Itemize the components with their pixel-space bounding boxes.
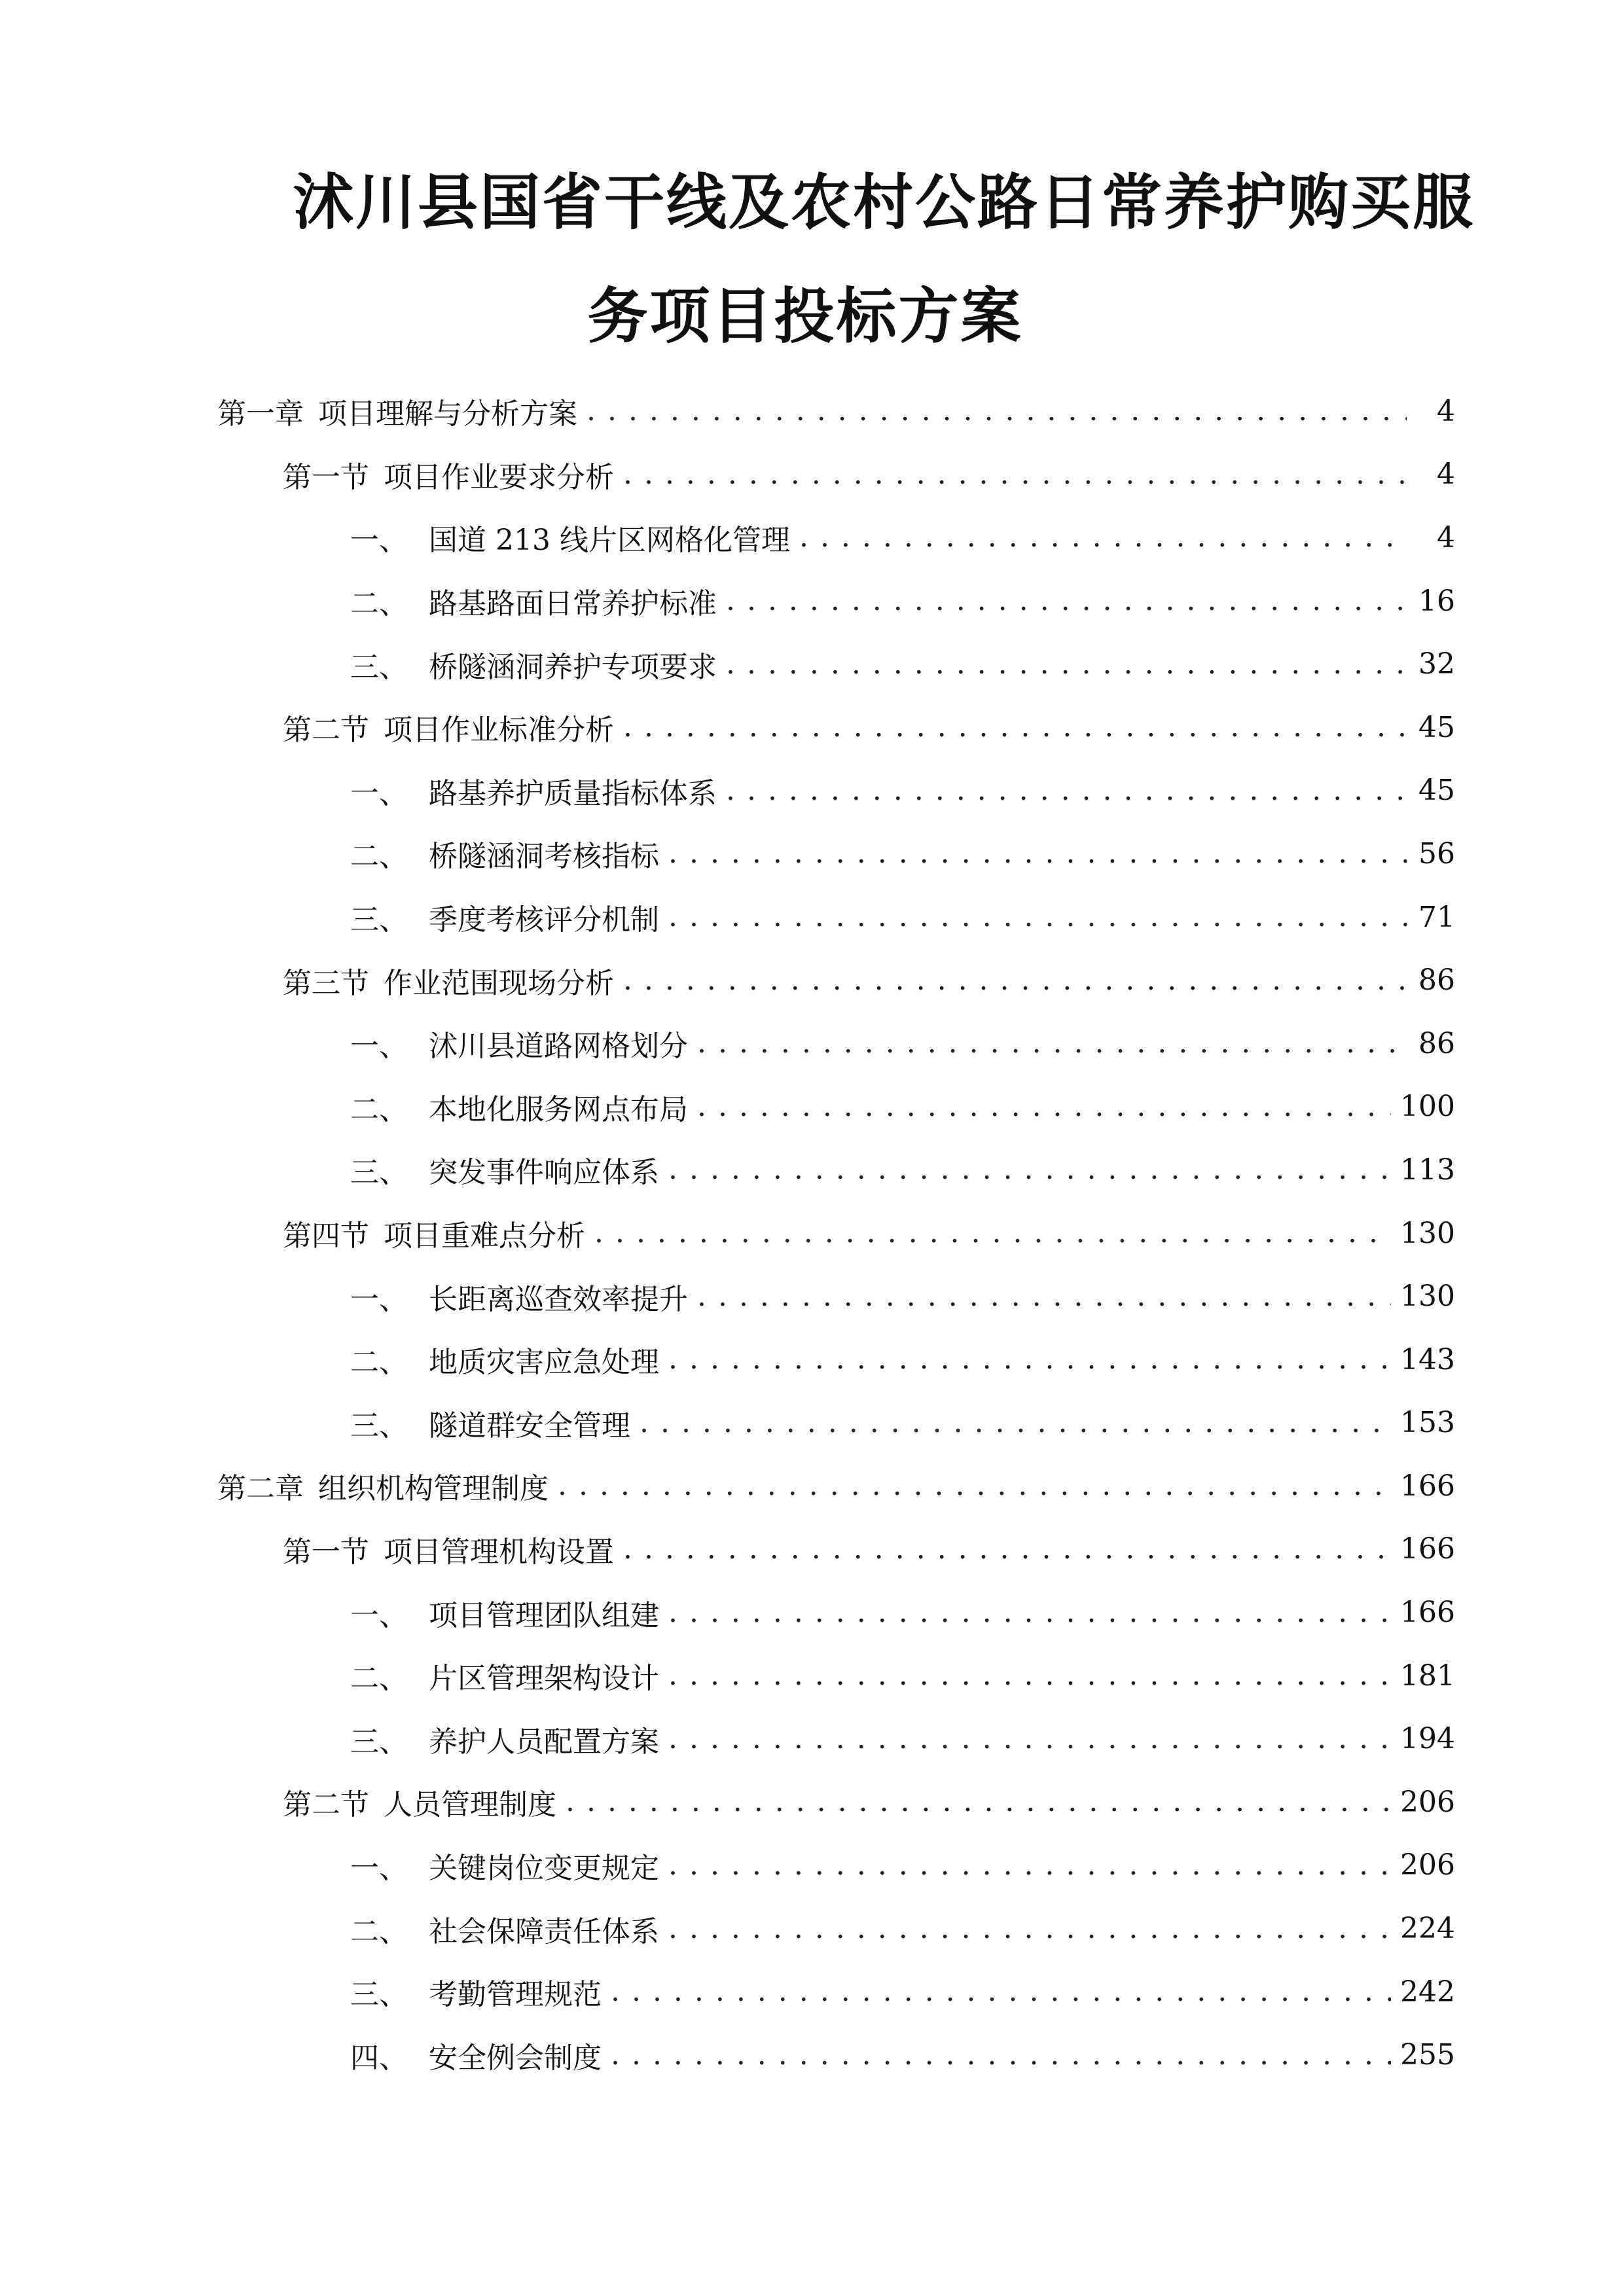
toc-entry-title: 路基路面日常养护标准 (429, 587, 717, 621)
toc-entry[interactable] (217, 1138, 1455, 1202)
toc-entry-label (217, 390, 577, 432)
toc-page-number: 166 (1400, 1469, 1455, 1503)
toc-dot-leader (668, 1914, 1391, 1943)
toc-dot-leader (726, 650, 1407, 679)
toc-page-number: 206 (1400, 1785, 1455, 1819)
toc-entry-label (350, 1276, 688, 1318)
toc-entry-label (283, 454, 614, 495)
toc-entry-label (350, 1592, 659, 1634)
toc-dot-leader (697, 1282, 1391, 1311)
toc-dot-leader (611, 1977, 1391, 2006)
toc-entry-number: 一、 (350, 1030, 408, 1064)
toc-entry-number: 三、 (350, 903, 408, 937)
toc-entry-title: 长距离巡查效率提升 (429, 1282, 688, 1316)
toc-entry-number: 第三节 (283, 966, 369, 1000)
toc-entry-label (350, 1402, 630, 1444)
toc-page-number: 181 (1400, 1659, 1455, 1693)
toc-entry[interactable] (217, 1581, 1455, 1644)
toc-entry-number: 第一节 (283, 1535, 369, 1569)
toc-page-number: 16 (1418, 584, 1455, 618)
toc-entry-number: 三、 (350, 1725, 408, 1759)
toc-entry-title: 突发事件响应体系 (429, 1156, 659, 1190)
toc-dot-leader (566, 1787, 1391, 1816)
toc-dot-leader (799, 523, 1407, 552)
toc-page-number: 86 (1418, 963, 1455, 997)
toc-page-number: 45 (1418, 710, 1455, 744)
toc-page-number: 206 (1400, 1848, 1455, 1882)
toc-entry-number: 第二节 (283, 713, 369, 747)
toc-entry-label (283, 706, 614, 748)
toc-dot-leader (668, 1598, 1391, 1627)
toc-entry-label (283, 1528, 614, 1570)
toc-page-number: 255 (1400, 2038, 1455, 2072)
toc-entry-title: 作业范围现场分析 (384, 966, 614, 1000)
toc-entry-label (350, 1338, 659, 1380)
toc-entry-label (350, 770, 717, 812)
toc-dot-leader (623, 460, 1407, 489)
toc-entry-label (350, 1086, 688, 1128)
toc-page-number: 45 (1418, 774, 1455, 808)
toc-entry-title: 季度考核评分机制 (429, 903, 659, 937)
toc-dot-leader (623, 1535, 1391, 1564)
toc-entry[interactable] (217, 759, 1455, 823)
toc-entry[interactable] (217, 696, 1455, 759)
toc-dot-leader (558, 1471, 1391, 1500)
toc-entry-title: 桥隧涵洞考核指标 (429, 840, 659, 874)
toc-entry[interactable] (217, 632, 1455, 696)
toc-entry[interactable] (217, 506, 1455, 569)
toc-entry-number: 一、 (350, 1598, 408, 1632)
toc-page-number: 130 (1400, 1216, 1455, 1250)
toc-entry-title: 路基养护质量指标体系 (429, 776, 717, 810)
toc-page-number: 153 (1400, 1406, 1455, 1440)
toc-page-number: 56 (1418, 836, 1455, 870)
toc-entry-title: 本地化服务网点布局 (429, 1092, 688, 1126)
toc-entry-number: 二、 (350, 587, 408, 621)
toc-entry-number: 第四节 (283, 1219, 369, 1253)
toc-entry[interactable] (217, 1391, 1455, 1455)
toc-entry-number: 二、 (350, 1346, 408, 1380)
toc-page-number: 194 (1400, 1722, 1455, 1756)
toc-entry-title: 项目理解与分析方案 (318, 397, 577, 431)
toc-entry-label (350, 1971, 602, 2013)
toc-entry-label (350, 1844, 659, 1886)
toc-entry[interactable] (217, 1644, 1455, 1708)
toc-page-number: 71 (1418, 900, 1455, 934)
toc-entry[interactable] (217, 1707, 1455, 1770)
toc-entry-number: 三、 (350, 1408, 408, 1443)
toc-dot-leader (668, 1851, 1391, 1880)
toc-entry-number: 一、 (350, 524, 408, 558)
toc-dot-leader (586, 397, 1407, 425)
toc-entry-title: 项目重难点分析 (384, 1219, 585, 1253)
toc-entry-number: 三、 (350, 1156, 408, 1190)
toc-entry-label (217, 1465, 549, 1507)
toc-dot-leader (697, 1029, 1407, 1058)
toc-entry-number: 三、 (350, 650, 408, 684)
toc-entry-number: 第二节 (283, 1788, 369, 1822)
document-title-line-1: 沭川县国省干线及农村公路日常养护购买服 (293, 168, 1475, 238)
toc-entry-label (350, 833, 659, 874)
toc-entry-title: 国道 213 线片区网格化管理 (429, 524, 790, 558)
toc-entry-number: 二、 (350, 1914, 408, 1948)
toc-dot-leader (668, 1155, 1391, 1184)
toc-entry[interactable] (217, 1454, 1455, 1518)
toc-page-number: 166 (1400, 1532, 1455, 1566)
toc-entry[interactable] (217, 1518, 1455, 1581)
toc-entry-label (350, 1655, 659, 1696)
toc-entry-number: 第一节 (283, 460, 369, 494)
toc-entry[interactable] (217, 1012, 1455, 1075)
toc-page-number: 32 (1418, 647, 1455, 681)
toc-entry[interactable] (217, 1897, 1455, 1960)
toc-page-number: 4 (1437, 457, 1455, 492)
toc-entry[interactable] (217, 1075, 1455, 1139)
toc-entry-label (350, 643, 717, 685)
toc-entry-number: 一、 (350, 1282, 408, 1316)
toc-entry-label (350, 896, 659, 938)
toc-entry-title: 地质灾害应急处理 (429, 1346, 659, 1380)
toc-entry-title: 安全例会制度 (429, 2041, 602, 2075)
toc-dot-leader (623, 966, 1407, 995)
toc-entry[interactable] (217, 1265, 1455, 1328)
toc-entry-number: 四、 (350, 2041, 408, 2075)
toc-dot-leader (726, 586, 1407, 615)
toc-entry-number: 三、 (350, 1978, 408, 2012)
toc-entry-number: 一、 (350, 776, 408, 810)
toc-entry-title: 项目管理团队组建 (429, 1598, 659, 1632)
toc-page-number: 86 (1418, 1026, 1455, 1060)
toc-dot-leader (726, 776, 1407, 805)
toc-entry[interactable] (217, 822, 1455, 886)
toc-entry[interactable] (217, 2023, 1455, 2087)
toc-dot-leader (697, 1092, 1391, 1121)
toc-entry-title: 项目作业标准分析 (384, 713, 614, 747)
toc-entry-label (350, 516, 790, 558)
toc-page-number: 242 (1400, 1975, 1455, 2009)
toc-page-number: 224 (1400, 1912, 1455, 1946)
toc-entry-number: 二、 (350, 840, 408, 874)
toc-dot-leader (668, 1661, 1391, 1690)
table-of-contents (217, 380, 1455, 2087)
toc-entry-label (283, 960, 614, 1001)
toc-entry-label (350, 1022, 688, 1064)
toc-entry-number: 二、 (350, 1092, 408, 1126)
toc-page-number: 166 (1400, 1596, 1455, 1630)
toc-entry[interactable] (217, 443, 1455, 507)
toc-page-number: 4 (1437, 394, 1455, 428)
document-title-line-2: 务项目投标方案 (587, 281, 1023, 351)
toc-entry[interactable] (217, 948, 1455, 1012)
toc-dot-leader (668, 1725, 1391, 1753)
toc-entry-title: 项目作业要求分析 (384, 460, 614, 494)
toc-entry-number: 第一章 (217, 397, 304, 431)
toc-page-number: 4 (1437, 520, 1455, 554)
toc-entry-number: 一、 (350, 1851, 408, 1885)
toc-entry-title: 隧道群安全管理 (429, 1408, 630, 1443)
toc-entry-label (350, 1908, 659, 1950)
toc-entry-label (350, 1718, 659, 1760)
toc-dot-leader (611, 2041, 1391, 2070)
toc-dot-leader (668, 839, 1407, 868)
toc-dot-leader (668, 903, 1407, 931)
toc-entry-label (350, 1149, 659, 1191)
toc-entry-title: 沭川县道路网格划分 (429, 1030, 688, 1064)
toc-page-number: 100 (1400, 1090, 1455, 1124)
toc-entry-title: 项目管理机构设置 (384, 1535, 614, 1569)
toc-entry-number: 第二章 (217, 1472, 304, 1506)
toc-entry[interactable] (217, 1834, 1455, 1897)
toc-dot-leader (640, 1408, 1391, 1437)
toc-entry-title: 养护人员配置方案 (429, 1725, 659, 1759)
toc-entry[interactable] (217, 380, 1455, 443)
toc-entry-title: 社会保障责任体系 (429, 1914, 659, 1948)
toc-entry-title: 片区管理架构设计 (429, 1662, 659, 1696)
toc-entry-label (283, 1212, 585, 1254)
toc-entry-title: 考勤管理规范 (429, 1978, 602, 2012)
toc-dot-leader (668, 1345, 1391, 1374)
toc-entry[interactable] (217, 886, 1455, 949)
toc-entry-label (350, 2034, 602, 2076)
toc-entry[interactable] (217, 1960, 1455, 2024)
toc-entry-label (283, 1781, 556, 1823)
toc-dot-leader (623, 713, 1407, 742)
toc-entry-title: 人员管理制度 (384, 1788, 556, 1822)
toc-entry[interactable] (217, 1202, 1455, 1265)
toc-entry-title: 组织机构管理制度 (318, 1472, 549, 1506)
toc-entry-number: 二、 (350, 1662, 408, 1696)
toc-page-number: 143 (1400, 1342, 1455, 1376)
toc-entry[interactable] (217, 1770, 1455, 1834)
toc-entry-label (350, 580, 717, 622)
toc-page-number: 113 (1400, 1153, 1455, 1187)
toc-entry[interactable] (217, 1328, 1455, 1391)
toc-entry[interactable] (217, 569, 1455, 633)
toc-entry-title: 桥隧涵洞养护专项要求 (429, 650, 717, 684)
toc-dot-leader (594, 1219, 1391, 1247)
toc-page-number: 130 (1400, 1280, 1455, 1314)
toc-entry-title: 关键岗位变更规定 (429, 1851, 659, 1885)
